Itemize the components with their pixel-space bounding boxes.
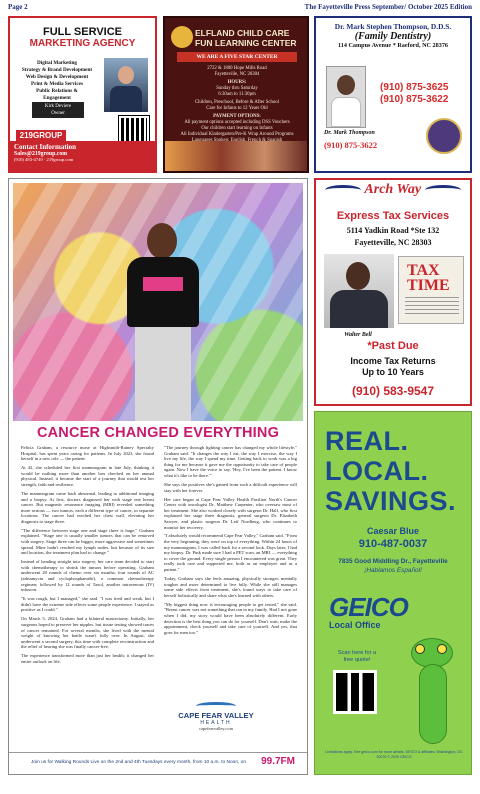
agent-name: Caesar Blue — [366, 526, 420, 536]
returns-text — [316, 356, 470, 378]
contact-email[interactable]: Sales@219group.com — [14, 151, 68, 157]
paragraph: Instead of heading straight into surgery, her care team decided to start with chemotherapy to shrink the tumors before operating. Graham underwent 20 rounds of chemo over six months: four rounds of AC (adriamycin and cyclophosphamide), a common chemotherapy regimen; followed by 12 rounds of Taxol, another intravenous (IV) infusion. — [21, 559, 154, 593]
agent-phone[interactable]: 910-487-0037 — [358, 538, 428, 550]
paragraph: On March 5, 2024, Graham had a bilateral mastectomy. Initially, her surgeons hoped to preserve her nipples, but tissue testing showed traces of cancer remained. For several months, she lived with the mental weight of knowing her battle wasn't fully over. In August, she underwent a second surgery, this time with complete reconstruction and the relief of hearing she was finally cancer-free. — [21, 616, 154, 650]
ages: Care for Infants to 12 Years Old — [206, 106, 268, 111]
page-number: Page 2 — [8, 3, 28, 11]
group-logo: 219GROUP — [16, 130, 66, 142]
hours-days: Sunday thru Saturday — [216, 86, 258, 91]
service-item: Engagement — [43, 95, 71, 101]
childcare-logo-icon — [171, 26, 193, 48]
contact-phone-web: (910) 483-4749 · 219group.com — [14, 157, 74, 162]
paragraph: "I absolutely would recommend Cape Fear Valley," Graham said. "From the very beginning, they were on top of everything. Within 24 hours of my mammogram, I was called back for a second look. Days later, I had my biopsy. Dr. Pink made sure I had a PET scan, an MRI — everything to cover the ground. Every single person I encountered was great. They really took care and supported me, both as an employee and as a patient." — [164, 533, 297, 573]
spanish-note: ¡Hablamos Español! — [364, 567, 422, 574]
article-column-1 — [21, 445, 154, 668]
paragraph: "It was rough, but I managed," she said. "I was tired and weak, but I didn't have the extreme side effects some people experience. I stayed as positive as I could." — [21, 596, 154, 613]
paragraph: The experience transformed more than just her health; it changed her entire outlook on life. — [21, 653, 154, 664]
paragraph: Today, Graham says she feels amazing, physically stronger, mentally tougher and more determined to live fully. While she still manages some side effects from treatment, she's found ways to take care of herself holistically and share what she's learned with others. — [164, 576, 297, 598]
fine-print: Limitations apply. See geico.com for more details. GEICO & affiliates. Washington, DC 20076 © 2025 GEICO — [325, 750, 463, 759]
owner-name-tag — [32, 102, 84, 118]
owner-name: Kirk Deviere — [44, 104, 72, 109]
dental-seal-icon — [426, 118, 462, 154]
childcare-title: ELFLAND CHILD CARE FUN LEARNING CENTER — [195, 28, 297, 48]
payment-text-3: All Individual Kindergarten/Pre-K Wrap Around Programs — [180, 132, 294, 137]
cape-fear-valley-logo[interactable] — [161, 702, 271, 731]
tax-address-2: Fayetteville, NC 28303 — [354, 238, 432, 247]
headline-line-1: REAL. — [325, 426, 409, 456]
arch-swoop-icon — [325, 185, 361, 195]
dentist-address: 114 Campus Avenue * Raeford, NC 28376 — [337, 42, 449, 49]
local-office: Local Office — [329, 620, 381, 630]
owner-title: Owner — [51, 111, 65, 116]
paragraph: The mammogram came back abnormal, leading to additional imaging and a biopsy. At first, doctors diagnosed her with stage one breast cancer. But magnetic resonance imaging (MRI) revealed something more serious — two tumors, each a different type of cancer, in separate locations. The cancer had reached her chest wall, elevating her diagnosis to stage three. — [21, 490, 154, 524]
ad-elfland-childcare[interactable] — [163, 16, 309, 173]
cfv-name: CAPE FEAR VALLEY — [178, 711, 254, 720]
article-hero-photo — [13, 183, 303, 421]
five-star-banner: WE ARE A FIVE STAR CENTER — [177, 52, 297, 62]
payment-text-2: Our children start learning on Infants — [201, 126, 273, 131]
programs: Children, Preschool, Before & After School — [194, 100, 280, 105]
edition-title: The Fayetteville Press September/ October 2025 Edition — [304, 3, 472, 11]
tax-address-1: 5114 Yadkin Road *Ste 132 — [346, 226, 440, 235]
dentist-photo — [326, 66, 366, 128]
owner-photo — [104, 58, 148, 112]
returns-line-2: Up to 10 Years — [362, 367, 424, 377]
dentist-phone-2[interactable]: (910) 875-3622 — [380, 94, 449, 105]
service-item: Digital Marketing — [37, 60, 77, 66]
ad-express-tax[interactable] — [314, 178, 472, 406]
subject-figure — [113, 223, 213, 421]
tax-phone[interactable]: (910) 583-9547 — [351, 384, 435, 398]
service-item: Print & Media Services — [30, 81, 83, 87]
footer-text: Join us for Walking Rounds Live on the 2nd and 4th Tuesdays every month, from 10 a.m. to Noon, on — [31, 760, 247, 765]
ad-family-dentistry[interactable] — [314, 16, 472, 173]
practice-name: (Family Dentistry) — [354, 31, 432, 42]
paragraph: At 42, she scheduled her first mammogram in late July, thinking it would be nothing more than another box checked on her annual physical. Instead, it became the start of a journey that would test her strength, faith and resilience. — [21, 465, 154, 487]
returns-line-1: Income Tax Returns — [350, 356, 436, 366]
geico-qr-code[interactable] — [333, 670, 377, 714]
paragraph: She says the positives she's gained from such a difficult experience will stay with her forever. — [164, 481, 297, 493]
radio-logo: 99.7FM — [261, 756, 295, 767]
feature-article — [8, 178, 308, 775]
archway-logo-text: Arch Way — [364, 182, 422, 197]
paragraph: Her care began at Cape Fear Valley Health Pavilion North's Cancer Center with oncologist Dr. Matthew Carpenter, who oversaw most of her treatment. She also worked closely with surgeon Dr. Hall, who first explained her stage three diagnosis, general surgeon Dr. Elizabeth Sawyer, and plastic surgeon Dr. Leif Nordberg, who continues to monitor her recovery. — [164, 496, 297, 530]
children-photo — [165, 141, 307, 171]
wave-icon — [196, 702, 236, 710]
article-footer — [9, 752, 307, 774]
ad-title: FULL SERVICE — [42, 26, 123, 38]
time-word: TIME — [407, 277, 450, 294]
service-item: Web Design & Development — [25, 74, 89, 80]
tax-company: Express Tax Services — [336, 210, 450, 222]
service-item: Public Relations & — [36, 88, 78, 94]
article-column-2 — [164, 445, 297, 639]
payment-label: PAYMENT OPTIONS: — [213, 114, 261, 119]
page-header — [8, 3, 472, 15]
tax-word: TAX — [407, 262, 440, 279]
walter-bell-photo — [324, 254, 394, 328]
person-caption: Walter Bell — [344, 332, 372, 338]
scan-prompt: Scan here for a free quote! — [337, 650, 377, 663]
cfv-url[interactable]: capefearvalley.com — [199, 726, 233, 731]
paragraph: "My biggest thing now is encouraging people to get tested," she said. "Breast cancer was not something that ran in my family. Had I not gone when I did, my story would have been absolutely different. Early detection is the best thing you can do for yourself. Don't wait; make the appointment, check yourself and take care of yourself. And yes, that goes for men too." — [164, 601, 297, 635]
paragraph: "The journey through fighting cancer has changed my whole lifestyle," Graham said. "It changes the way I eat, the way I exercise, the way I live my life, the way I spend my time. Getting back to work was a big thing for me because it gave me the opportunity to take care of people again. Now I have the voice to say, 'Hey, I've been the patient. I know what it's like to be there.'" — [164, 445, 297, 478]
article-headline: CANCER CHANGED EVERYTHING — [36, 425, 280, 441]
dentist-caption: Dr. Mark Thompson — [324, 130, 375, 136]
dentist-name: Dr. Mark Stephen Thompson, D.D.S. — [334, 22, 452, 31]
paragraph: Felicia Graham, a resource nurse at Highsmith-Rainey Specialty Hospital, has spent years caring for patients. In July 2023, she found herself in a new role — the patient. — [21, 445, 154, 462]
headline-line-2: LOCAL. — [325, 456, 429, 486]
childcare-info — [173, 66, 301, 144]
paragraph: "The difference between stage one and stage three is huge," Graham explained. "Stage one is usually smaller tumors that can be removed with surgery. Stage three can be bigger, more aggressive and sometimes spread. Mine hadn't reached my lymph nodes, but because of its size and location, the treatment plan had to change." — [21, 527, 154, 556]
services-list — [14, 60, 100, 102]
geico-headline — [325, 426, 456, 516]
ad-geico[interactable] — [314, 411, 472, 775]
gecko-mascot-icon — [397, 638, 467, 758]
archway-logo — [316, 182, 470, 198]
past-due: *Past Due — [367, 340, 419, 352]
payment-text: All payment options accepted including DSS Vouchers — [184, 120, 290, 125]
arch-swoop-icon — [425, 185, 461, 195]
contact-heading: Contact Information — [14, 143, 77, 151]
hours-label: HOURS: — [227, 80, 247, 85]
contact-bar — [10, 141, 155, 171]
dentist-phone-1[interactable]: (910) 875-3625 — [380, 82, 449, 93]
cfv-health: HEALTH — [200, 720, 232, 726]
childcare-city: Fayetteville, NC 28304 — [214, 72, 260, 77]
agent-address: 7835 Good Middling Dr., Fayetteville — [338, 558, 448, 565]
article-body — [21, 445, 297, 735]
hours-time: 6:30am to 11:30pm — [218, 92, 256, 97]
childcare-address: 2722 & 1800 Hope Mills Road — [207, 66, 267, 71]
tax-time-image — [398, 256, 464, 324]
geico-logo: GEICO — [329, 592, 408, 622]
headline-line-3: SAVINGS. — [325, 486, 457, 516]
ad-219-group[interactable] — [8, 16, 157, 173]
dentist-phones — [380, 82, 448, 106]
ad-subtitle: MARKETING AGENCY — [29, 38, 136, 49]
service-item: Strategy & Brand Development — [21, 67, 93, 73]
dentist-caption-phone[interactable]: (910) 875-3622 — [324, 140, 378, 150]
